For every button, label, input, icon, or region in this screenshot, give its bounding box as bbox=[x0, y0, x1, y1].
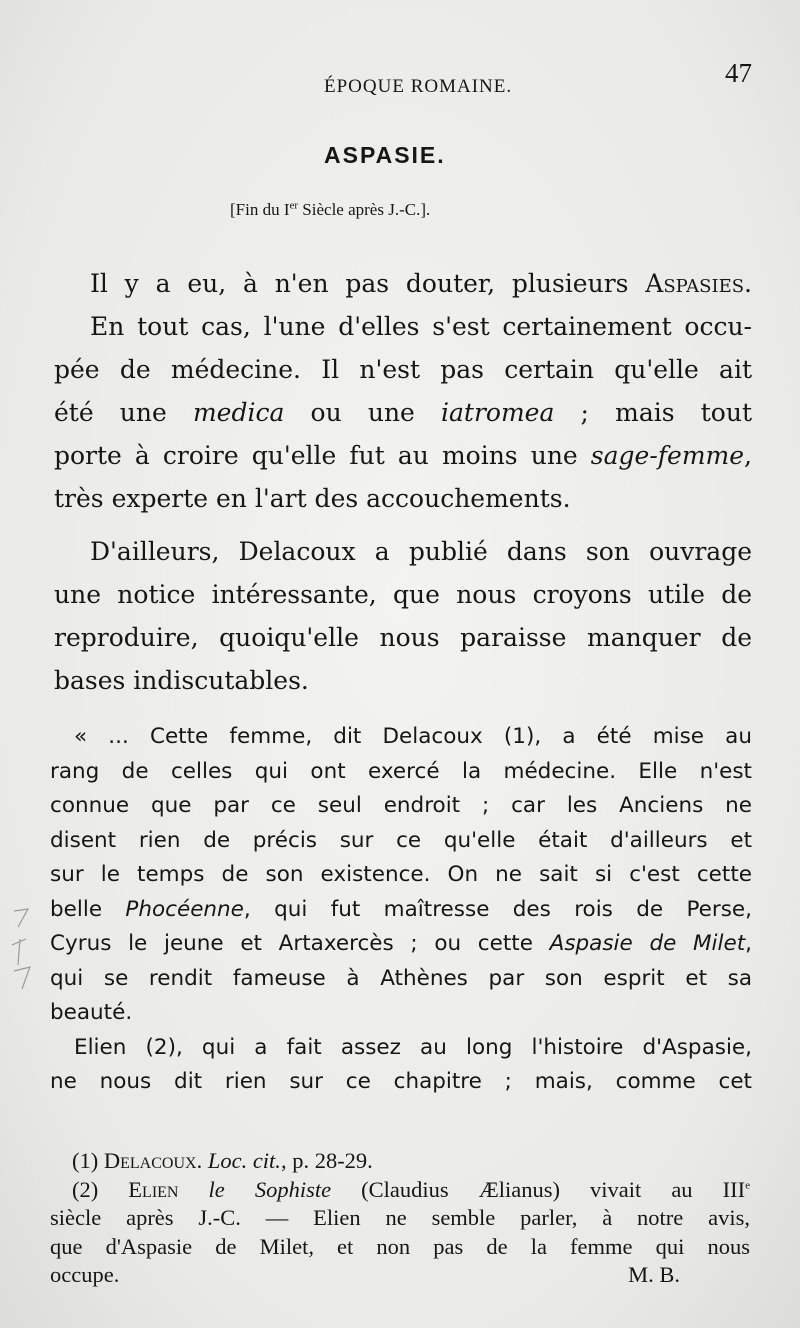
quote-line-7-a: Cyrus le jeune et Artaxercès ; ou cette bbox=[50, 931, 550, 956]
p1-line-5-a: porte à croire qu'elle fut au moins une bbox=[54, 441, 591, 470]
footnote-2-sp bbox=[178, 1177, 208, 1202]
quote-line-3: connue que par ce seul endroit ; car les Anciens ne bbox=[50, 793, 752, 818]
footnote-1-b: , p. 28-29. bbox=[280, 1148, 373, 1173]
footnote-1-author: Delacoux bbox=[103, 1148, 197, 1173]
quotation bbox=[50, 720, 752, 1100]
date-line-close: Siècle après J.-C.]. bbox=[298, 200, 431, 219]
quote-line-8: qui se rendit fameuse à Athènes par son esprit et sa bbox=[50, 965, 752, 991]
p1-line-4-medica: medica bbox=[192, 398, 285, 427]
footnote-2-num: (2) bbox=[72, 1176, 129, 1202]
p1-line-5-sage-femme: sage-femme bbox=[590, 441, 745, 470]
chapter-title: ASPASIE. bbox=[324, 142, 446, 168]
quote-line-7-aspasie-de-milet: Aspasie de Milet bbox=[549, 931, 746, 956]
p1-line-4-a: été une bbox=[54, 398, 193, 427]
quote-line-7 bbox=[50, 927, 752, 962]
p2-line-2: une notice intéressante, que nous croyons utile de bbox=[54, 580, 752, 609]
paragraph-1 bbox=[54, 262, 752, 520]
quote-line-4: disent rien de précis sur ce qu'elle était d'ailleurs et bbox=[50, 827, 752, 853]
pencil-margin-mark bbox=[8, 905, 36, 995]
p1-line-2: En tout cas, l'une d'elles s'est certainement occu- bbox=[90, 312, 752, 341]
footnote-2-author: Elien bbox=[128, 1176, 179, 1202]
footnote-2-line-2: siècle après J.-C. — Elien ne semble parler, à notre avis, bbox=[50, 1205, 750, 1230]
footnote-1-a: . bbox=[196, 1148, 208, 1173]
page-number: 47 bbox=[725, 58, 752, 88]
footnote-2-line-4-text: occupe. bbox=[50, 1262, 120, 1287]
quote-line-7-b: , bbox=[745, 931, 752, 956]
quote-line-1: « ... Cette femme, dit Delacoux (1), a été mise au bbox=[74, 724, 752, 749]
running-head: ÉPOQUE ROMAINE. bbox=[324, 76, 513, 97]
quote-line-2: rang de celles qui ont exercé la médecine. Elle n'est bbox=[50, 758, 752, 784]
p1-line-6: très experte en l'art des accouchements. bbox=[54, 484, 571, 513]
footnotes bbox=[50, 1147, 750, 1290]
footnote-1-num: (1) bbox=[72, 1148, 104, 1173]
quote-line-5: sur le temps de son existence. On ne sait si c'est cette bbox=[50, 862, 752, 887]
p1-line-4-b: ou une bbox=[284, 398, 442, 427]
footnote-2-line-1 bbox=[50, 1176, 750, 1205]
quote-line-9: beauté. bbox=[50, 1000, 133, 1025]
p1-line-5-b: , bbox=[744, 441, 752, 470]
footnote-2-sup: e bbox=[745, 1179, 750, 1191]
quote-line-6-phoceenne: Phocéenne bbox=[125, 896, 244, 922]
p1-line-3: pée de médecine. Il n'est pas certain qu'elle ait bbox=[54, 355, 752, 384]
footnote-2-line-4 bbox=[50, 1261, 750, 1290]
p1-line-1-text: Il y a eu, à n'en pas douter, plusieurs bbox=[90, 269, 646, 298]
footnote-2-line-3: que d'Aspasie de Milet, et non pas de la femme qui nous bbox=[50, 1233, 750, 1259]
p1-line-1 bbox=[54, 262, 752, 305]
footnote-1 bbox=[50, 1147, 750, 1176]
p1-line-4-c: ; mais tout bbox=[554, 398, 752, 427]
p1-line-1-smallcaps: Aspasies. bbox=[645, 269, 752, 298]
p1-line-4-iatromea: iatromea bbox=[441, 398, 555, 427]
date-line bbox=[230, 200, 430, 220]
p1-line-5 bbox=[54, 434, 752, 477]
quote-line-11: ne nous dit rien sur ce chapitre ; mais, comme cet bbox=[50, 1069, 752, 1094]
quote-line-6-b: , qui fut maîtresse des rois de Perse, bbox=[243, 896, 752, 922]
quote-line-6-a: belle bbox=[50, 896, 126, 922]
footnote-2-a: (Claudius Ælianus) vivait au III bbox=[331, 1176, 746, 1202]
p1-line-4 bbox=[54, 391, 752, 434]
footnote-2-le-sophiste: le Sophiste bbox=[208, 1176, 332, 1202]
paragraph-2 bbox=[54, 530, 752, 702]
p2-line-3: reproduire, quoiqu'elle nous paraisse manquer de bbox=[54, 623, 752, 652]
date-line-sup: er bbox=[289, 199, 299, 212]
footnote-2-signature: M. B. bbox=[628, 1262, 680, 1287]
p2-line-1: D'ailleurs, Delacoux a publié dans son ouvrage bbox=[90, 537, 752, 566]
date-line-open: [Fin du I bbox=[230, 200, 290, 219]
quote-line-6 bbox=[50, 893, 752, 928]
footnote-1-loc-cit: Loc. cit. bbox=[207, 1148, 281, 1173]
quote-line-10: Elien (2), qui a fait assez au long l'histoire d'Aspasie, bbox=[74, 1034, 752, 1060]
p2-line-4: bases indiscutables. bbox=[54, 666, 309, 695]
